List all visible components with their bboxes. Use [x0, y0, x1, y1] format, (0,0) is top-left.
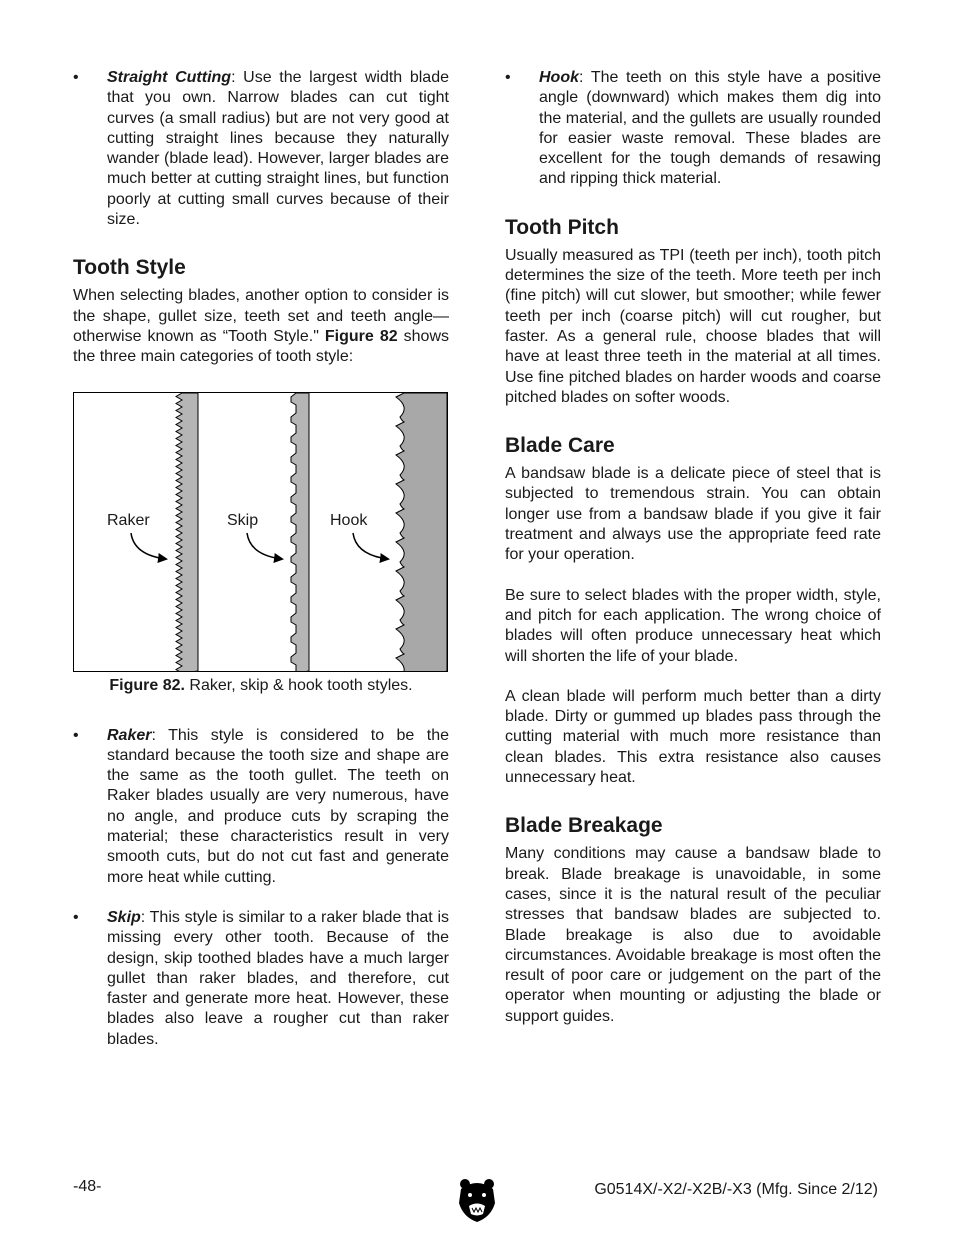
raker-text: : This style is considered to be the standard because the tooth size and shape are the same as the tooth gullet. The teeth on Raker blades usually are very numerous, have no angle, and produce cuts by scraping the material; these characteristics result in very smooth cuts, but do not cut fast and generate more heat while cutting. [107, 726, 449, 886]
bullet-dot: • [73, 726, 79, 744]
blade-care-paragraph-3: A clean blade will perform much better than a dirty blade. Dirty or gummed up blades pass through the cutting material with much more resistance than clean blades. This extra resistance also causes unnecessary heat. [505, 687, 881, 787]
skip-arrow [247, 533, 282, 559]
bullet-straight-cutting [73, 68, 449, 230]
raker-arrow [131, 533, 166, 559]
grizzly-bear-logo-icon [457, 1177, 497, 1228]
raker-blade [176, 393, 198, 671]
tooth-styles-illustration [74, 393, 447, 671]
bullet-raker [73, 726, 449, 888]
bullet-dot: • [505, 69, 511, 86]
tooth-style-text-a: When selecting blades, another option to consider is the shape, gullet size, teeth set and teeth angle—otherwise known as “Tooth Style." [73, 287, 449, 345]
tooth-pitch-heading: Tooth Pitch [505, 215, 619, 239]
right-column [505, 68, 881, 1027]
hook-term: Hook [539, 69, 579, 86]
bullet-skip [73, 908, 449, 1050]
raker-paragraph [107, 726, 449, 888]
skip-blade [291, 393, 309, 671]
straight-cutting-text: : Use the largest width blade that you own. Narrow blades can cut tight curves (a small radius) but are not very good at cutting straight lines because they naturally wander (blade lead). However, larger blades are much better at cutting straight lines, but function poorly at cutting small curves because of their size. [107, 69, 449, 229]
skip-term: Skip [107, 908, 141, 926]
straight-cutting-paragraph [107, 68, 449, 230]
left-column [73, 68, 449, 1050]
hook-blade [396, 393, 447, 671]
bullet-dot: • [73, 69, 79, 86]
skip-paragraph [107, 908, 449, 1050]
hook-label: Hook [330, 511, 368, 529]
blade-care-paragraph-2: Be sure to select blades with the proper width, style, and pitch for each application. The wrong choice of blades will often produce unnecessary heat which will shorten the life of your blade. [505, 586, 881, 665]
skip-label: Skip [227, 511, 259, 529]
raker-label: Raker [107, 511, 150, 529]
skip-text: : This style is similar to a raker blade that is missing every other tooth. Because of the design, skip toothed blades have a much larger gullet than raker blades, and therefore, cut faster and generate more heat. However, these blades also leave a rougher cut than raker blades. [107, 908, 449, 1048]
tooth-style-paragraph [73, 286, 449, 367]
hook-text: : The teeth on this style have a positive angle (downward) which makes them dig into the material, and the gullets are usually rounded for easier waste removal. These blades are excellent for the tough demands of resawing and ripping thick material. [539, 69, 881, 188]
bullet-hook [505, 68, 881, 190]
straight-cutting-term: Straight Cutting [107, 69, 232, 86]
blade-breakage-paragraph: Many conditions may cause a bandsaw blade to break. Blade breakage is unavoidable, in some cases, since it is the natural result of the peculiar stresses that bandsaw blades are subjected to. Blade breakage is also due to avoidable circumstances. Avoidable breakage is most often the result of poor care or judgement on the part of the operator when mounting or adjusting the blade or support guides. [505, 845, 881, 1025]
blade-care-paragraph-1: A bandsaw blade is a delicate piece of steel that is subjected to tremendous strain. You can obtain longer use from a bandsaw blade if you give it fair treatment and always use the appropriate feed rate for your operation. [505, 465, 881, 564]
figure-82 [73, 392, 448, 672]
tooth-pitch-paragraph: Usually measured as TPI (teeth per inch), tooth pitch determines the size of the teeth. More teeth per inch (fine pitch) will cut slower, but smoother; while fewer teeth per inch (coarse pitch) will cut rougher, but faster. As a general rule, choose blades that will have at least three teeth in the material at all times. Use fine pitched blades on harder woods and coarse pitched blades on softer woods. [505, 246, 881, 406]
blade-breakage-heading: Blade Breakage [505, 814, 663, 838]
raker-term: Raker [107, 726, 152, 744]
bullet-dot: • [73, 908, 79, 926]
model-number: G0514X/-X2/-X2B/-X3 (Mfg. Since 2/12) [594, 1181, 878, 1198]
page-number: -48- [73, 1178, 102, 1195]
tooth-style-text-b: shows the three main categories of tooth style: [73, 327, 449, 366]
hook-paragraph [539, 68, 881, 190]
figure-reference: Figure 82 [324, 327, 398, 345]
caption-text: Raker, skip & hook tooth styles. [184, 676, 413, 694]
caption-label: Figure 82. [109, 676, 185, 694]
tooth-style-heading: Tooth Style [73, 256, 186, 280]
figure-caption [73, 677, 449, 695]
hook-arrow [353, 533, 388, 559]
blade-care-heading: Blade Care [505, 434, 615, 458]
